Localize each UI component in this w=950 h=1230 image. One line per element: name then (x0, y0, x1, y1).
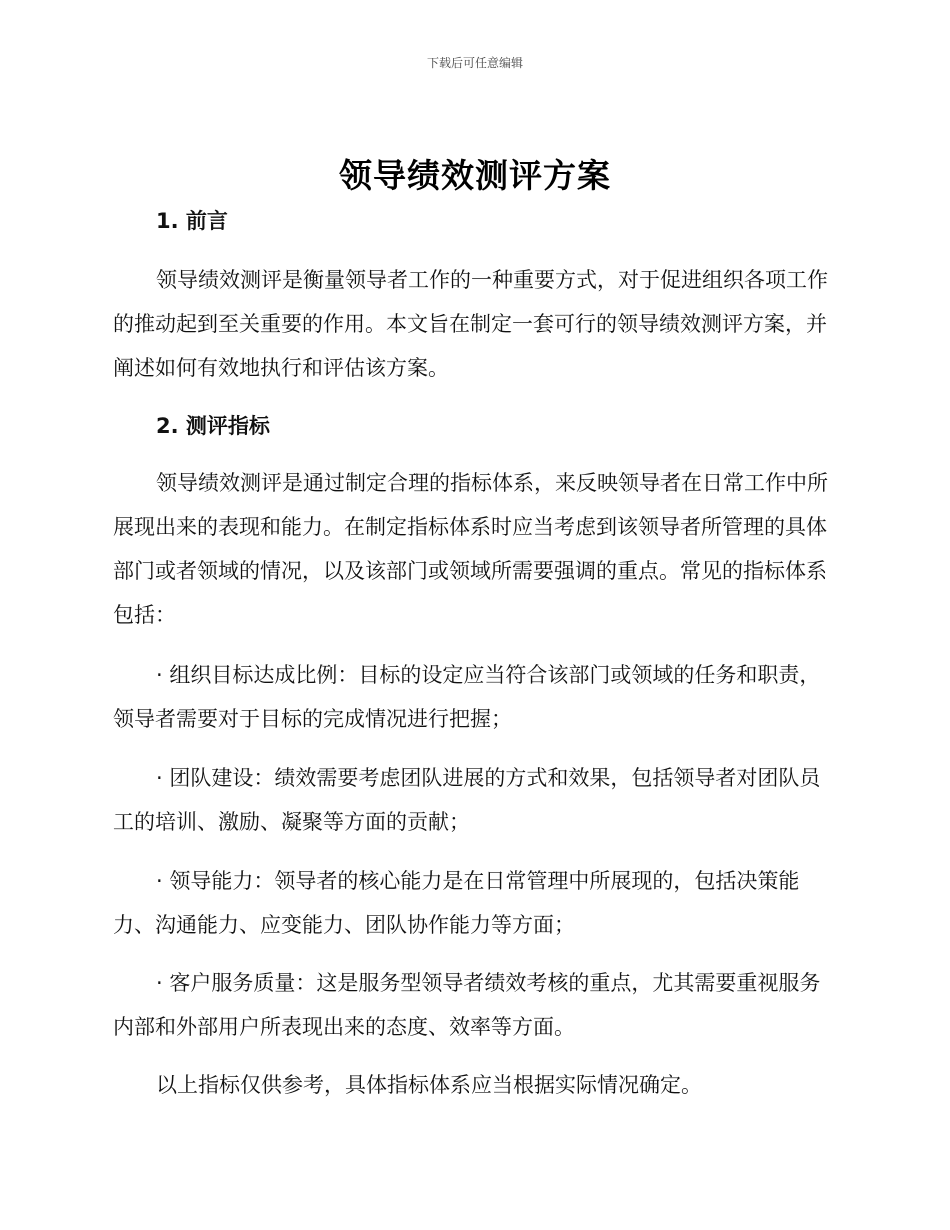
bullet-item-leadership-ability: · 领导能力：领导者的核心能力是在日常管理中所展现的，包括决策能力、沟通能力、应变能力、团队协作能力等方面； (113, 869, 800, 937)
header-note: 下载后可任意编辑 (426, 56, 523, 70)
indicators-intro-paragraph: 领导绩效测评是通过制定合理的指标体系，来反映领导者在日常工作中所展现出来的表现和能力。在制定指标体系时应当考虑到该领导者所管理的具体部门或者领域的情况，以及该部门或领域所需要强调的重点。常见的指标体系包括： (113, 471, 828, 627)
section-heading-preface: 1. 前言 (156, 209, 228, 233)
section-heading-indicators: 2. 测评指标 (156, 414, 270, 438)
preface-paragraph: 领导绩效测评是衡量领导者工作的一种重要方式，对于促进组织各项工作的推动起到至关重要的作用。本文旨在制定一套可行的领导绩效测评方案，并阐述如何有效地执行和评估该方案。 (113, 268, 828, 380)
bullet-item-customer-service: · 客户服务质量：这是服务型领导者绩效考核的重点，尤其需要重视服务内部和外部用户所表现出来的态度、效率等方面。 (113, 971, 821, 1039)
document-title: 领导绩效测评方案 (339, 156, 611, 195)
bullet-item-team-building: · 团队建设：绩效需要考虑团队进展的方式和效果，包括领导者对团队员工的培训、激励、凝聚等方面的贡献； (113, 766, 821, 834)
bullet-item-goal-achievement: · 组织目标达成比例：目标的设定应当符合该部门或领域的任务和职责，领导者需要对于目标的完成情况进行把握； (113, 663, 821, 731)
closing-paragraph: 以上指标仅供参考，具体指标体系应当根据实际情况确定。 (156, 1073, 702, 1097)
